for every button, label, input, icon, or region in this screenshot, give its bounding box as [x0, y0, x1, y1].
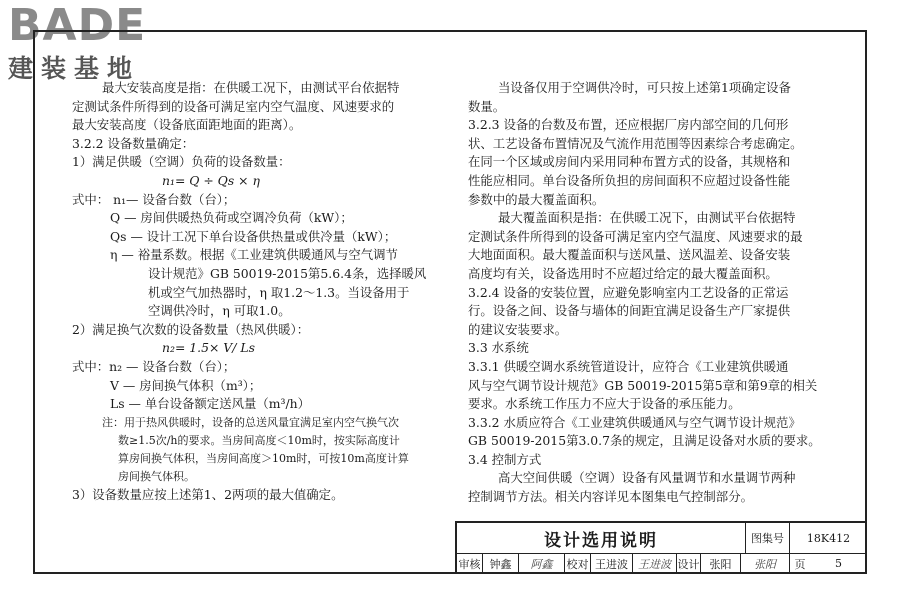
design-label: 设计 — [677, 553, 701, 574]
note-line: 房间换气体积。 — [118, 469, 195, 483]
atlas-number-label: 图集号 — [746, 523, 790, 553]
paragraph-line: 最大安装高度是指：在供暖工况下，由测试平台依据特 — [102, 80, 400, 95]
definition-line: 式中： n₁— 设备台数（台）； — [72, 191, 236, 207]
logo-chinese-name: 建装基地 — [8, 54, 141, 83]
paragraph-line: 最大安装高度（设备底面距地面的距离）。 — [72, 117, 302, 133]
paragraph-line: 的建议安装要求。 — [468, 321, 568, 337]
paragraph-line: 2）满足换气次数的设备数量（热风供暖）： — [72, 321, 310, 337]
formula-n1: n₁= Q ÷ Qs × η — [162, 172, 260, 188]
paragraph-line: 状、工艺设备布置情况及气流作用范围等因素综合考虑确定。 — [468, 135, 803, 151]
paragraph-line: 参数中的最大覆盖面积。 — [468, 191, 605, 207]
paragraph-line: 要求。水系统工作压力不应大于设备的承压能力。 — [468, 396, 741, 412]
definition-line: 空调供冷时，η 可取1.0。 — [148, 303, 291, 319]
check-label: 校对 — [565, 553, 591, 574]
paragraph-line: 最大覆盖面积是指：在供暖工况下，由测试平台依据特 — [498, 210, 796, 226]
paragraph-line: 风与空气调节设计规范》GB 50019-2015第5章和第9章的相关 — [468, 377, 818, 393]
section-heading: 3.4 控制方式 — [468, 451, 542, 467]
paragraph-line: 控制调节方法。相关内容详见本图集电气控制部分。 — [468, 489, 753, 505]
definition-line: Qs — 设计工况下单台设备供热量或供冷量（kW）； — [110, 228, 397, 244]
reviewer-signature: 阿鑫 — [519, 553, 565, 574]
designer-signature: 张阳 — [741, 553, 790, 574]
left-text-column — [72, 79, 450, 504]
definition-line: 机或空气加热器时，η 取1.2～1.3。当设备用于 — [148, 284, 410, 300]
drawing-title: 设计选用说明 — [457, 523, 746, 553]
paragraph-line: 高大空间供暖（空调）设备有风量调节和水量调节两种 — [498, 470, 796, 486]
paragraph-line: 1）满足供暖（空调）负荷的设备数量： — [72, 154, 291, 170]
title-block — [455, 521, 867, 574]
definition-line: Ls — 单台设备额定送风量（m³/h） — [110, 396, 311, 412]
paragraph-line: 当设备仅用于空调供冷时，可只按上述第1项确定设备 — [498, 80, 791, 95]
paragraph-line: GB 50019-2015第3.0.7条的规定，且满足设备对水质的要求。 — [468, 433, 821, 449]
section-heading: 3.2.2 设备数量确定： — [72, 135, 195, 151]
section-heading: 3.3 水系统 — [468, 340, 529, 356]
page-label: 页 — [794, 557, 806, 571]
definition-line: 设计规范》GB 50019-2015第5.6.4条，选择暖风 — [148, 265, 427, 281]
paragraph-line: 3.2.3 设备的台数及布置，还应根据厂房内部空间的几何形 — [468, 117, 789, 133]
review-label: 审核 — [457, 553, 483, 574]
paragraph-line: 3.2.4 设备的安装位置，应避免影响室内工艺设备的正常运 — [468, 284, 789, 300]
checker-signature: 王进波 — [633, 553, 677, 574]
title-block-row — [457, 523, 867, 554]
right-text-column — [468, 79, 834, 507]
logo-wordmark: BADE — [8, 0, 147, 51]
paragraph-line: 3.3.2 水质应符合《工业建筑供暖通风与空气调节设计规范》 — [468, 414, 801, 430]
paragraph-line: 高度均有关，设备选用时不应超过给定的最大覆盖面积。 — [468, 265, 778, 281]
paragraph-line: 3）设备数量应按上述第1、2两项的最大值确定。 — [72, 486, 344, 502]
note-line: 算房间换气体积，当房间高度＞10m时，可按10m高度计算 — [118, 451, 409, 465]
definition-line: V — 房间换气体积（m³）； — [110, 377, 262, 393]
definition-line: 式中：n₂ — 设备台数（台）； — [72, 358, 236, 374]
checker-name: 王进波 — [591, 553, 633, 574]
atlas-number: 18K412 — [806, 531, 851, 545]
paragraph-line: 行。设备之间、设备与墙体的间距宜满足设备生产厂家提供 — [468, 303, 791, 319]
designer-name: 张阳 — [701, 553, 741, 574]
note-line: 数≥1.5次/h的要求。当房间高度＜10m时，按实际高度计 — [118, 433, 400, 447]
paragraph-line: 大地面面积。最大覆盖面积与送风量、送风温差、设备安装 — [468, 247, 791, 263]
page-number: 5 — [835, 557, 842, 570]
reviewer-name: 钟鑫 — [483, 553, 519, 574]
paragraph-line: 3.3.1 供暖空调水系统管道设计，应符合《工业建筑供暖通 — [468, 358, 789, 374]
paragraph-line: 定测试条件所得到的设备可满足室内空气温度、风速要求的最 — [468, 228, 803, 244]
note-line: 注：用于热风供暖时，设备的总送风量宜满足室内空气换气次 — [102, 415, 399, 429]
paragraph-line: 定测试条件所得到的设备可满足室内空气温度、风速要求的 — [72, 98, 395, 114]
definition-line: η — 裕量系数。根据《工业建筑供暖通风与空气调节 — [110, 247, 398, 263]
paragraph-line: 数量。 — [468, 98, 506, 114]
paragraph-line: 性能应相同。单台设备所负担的房间面积不应超过设备性能 — [468, 172, 791, 188]
title-block-row — [457, 553, 867, 574]
definition-line: Q — 房间供暖热负荷或空调冷负荷（kW）； — [110, 210, 353, 226]
paragraph-line: 在同一个区域或房间内采用同种布置方式的设备，其规格和 — [468, 154, 791, 170]
formula-n2: n₂= 1.5× V/ Ls — [162, 340, 255, 356]
